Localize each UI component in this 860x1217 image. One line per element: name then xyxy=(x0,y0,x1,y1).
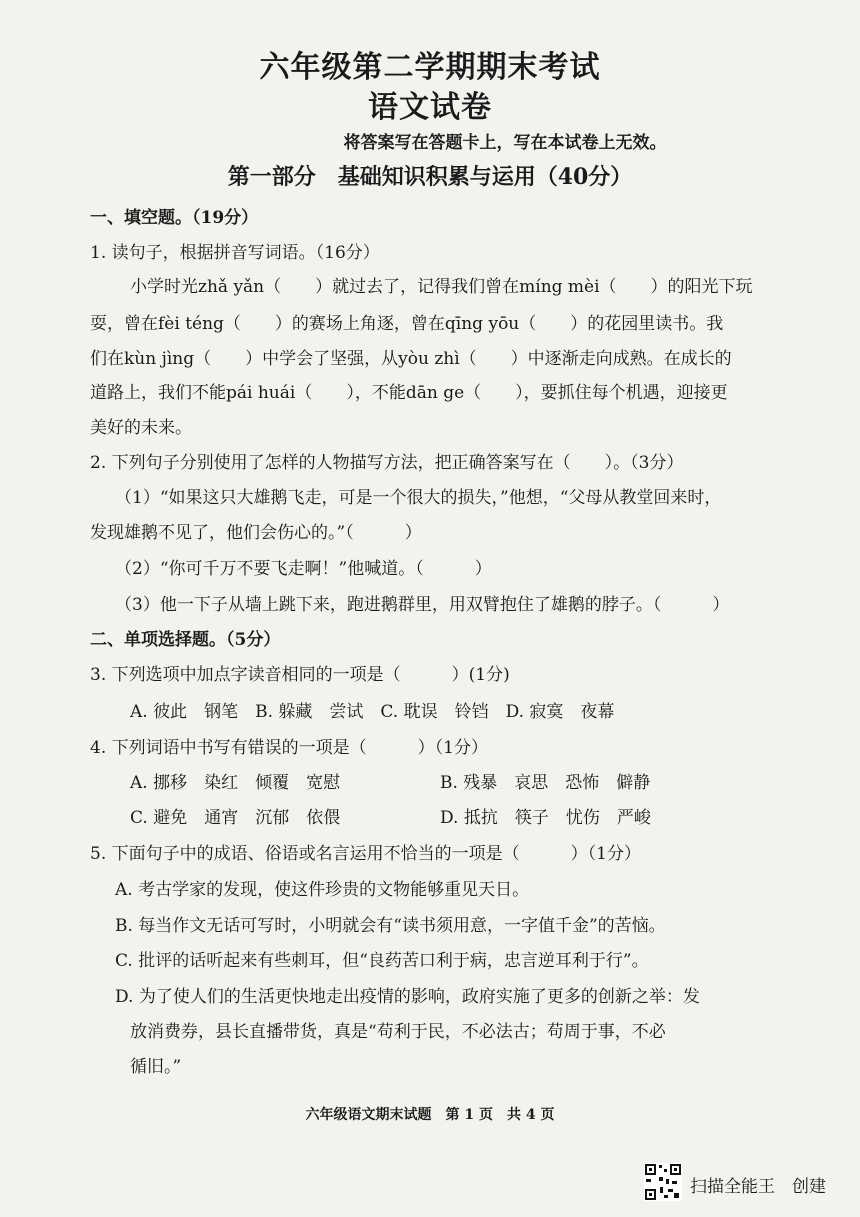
q1-line: 小学时光zhǎ yǎn（ ）就过去了，记得我们曾在míng mèi（ ）的阳光下玩 xyxy=(130,277,753,297)
q5-option-a: A. 考古学家的发现，使这件珍贵的文物能够重见天日。 xyxy=(115,880,530,900)
exam-title: 六年级第二学期期末考试 xyxy=(259,50,601,85)
part-heading: 第一部分 基础知识积累与运用（40分） xyxy=(227,164,633,190)
q4-option-b: B. 残暴 哀思 恐怖 僻静 xyxy=(440,773,651,793)
q1-line: 耍，曾在fèi téng（ ）的赛场上角逐，曾在qīng yōu（ ）的花园里读书。我 xyxy=(90,314,724,334)
page-footer: 六年级语文期末试题 第 1 页 共 4 页 xyxy=(305,1107,555,1123)
q5-option-b: B. 每当作文无话可写时，小明就会有“读书须用意，一字值千金”的苦恼。 xyxy=(115,916,666,936)
question-3: 3. 下列选项中加点字读音相同的一项是（ ）(1分) xyxy=(90,665,510,685)
question-4: 4. 下列词语中书写有错误的一项是（ ）（1分） xyxy=(90,738,488,758)
q2-item: （2）“你可千万不要飞走啊！”他喊道。（ ） xyxy=(115,559,492,579)
section1-heading: 一、填空题。（19分） xyxy=(90,208,259,228)
q4-option-d: D. 抵抗 筷子 忧伤 严峻 xyxy=(440,808,651,828)
q3-options: A. 彼此 钢笔 B. 躲藏 尝试 C. 耽误 铃铛 D. 寂寞 夜幕 xyxy=(130,702,615,722)
q5-option-c: C. 批评的话听起来有些刺耳，但“良药苦口利于病，忠言逆耳利于行”。 xyxy=(115,951,649,971)
q5-option-d-end: 循旧。” xyxy=(130,1057,182,1077)
question-1: 1. 读句子，根据拼音写词语。（16分） xyxy=(90,243,380,263)
scanner-watermark: 扫描全能王 创建 xyxy=(690,1177,826,1197)
q2-item: （1）“如果这只大雄鹅飞走，可是一个很大的损失，”他想，“父母从教堂回来时， xyxy=(115,488,722,508)
q5-option-d-cont: 放消费券，县长直播带货，真是“苟利于民，不必法古；苟周于事，不必 xyxy=(130,1022,666,1042)
q5-option-d: D. 为了使人们的生活更快地走出疫情的影响，政府实施了更多的创新之举：发 xyxy=(115,987,700,1007)
q4-option-a: A. 挪移 染红 倾覆 宽慰 xyxy=(130,773,341,793)
q2-item: 发现雄鹅不见了，他们会伤心的。”（ ） xyxy=(90,523,422,543)
question-2: 2. 下列句子分别使用了怎样的人物描写方法，把正确答案写在（ ）。（3分） xyxy=(90,453,684,473)
q4-option-c: C. 避免 通宵 沉郁 依偎 xyxy=(130,808,341,828)
answer-notice: 将答案写在答题卡上，写在本试卷上无效。 xyxy=(343,133,667,153)
q1-line: 道路上，我们不能pái huái（ ），不能dān ge（ ），要抓住每个机遇，迎接更 xyxy=(90,383,728,403)
q1-line: 美好的未来。 xyxy=(90,418,192,438)
question-5: 5. 下面句子中的成语、俗语或名言运用不恰当的一项是（ ）（1分） xyxy=(90,844,641,864)
qr-code-icon xyxy=(644,1163,682,1201)
exam-subtitle: 语文试卷 xyxy=(368,90,492,125)
section2-heading: 二、单项选择题。（5分） xyxy=(90,630,281,650)
q2-item: （3）他一下子从墙上跳下来，跑进鹅群里，用双臂抱住了雄鹅的脖子。（ ） xyxy=(115,595,730,615)
q1-line: 们在kùn jìng（ ）中学会了坚强，从yòu zhì（ ）中逐渐走向成熟。在成长的 xyxy=(90,349,732,369)
